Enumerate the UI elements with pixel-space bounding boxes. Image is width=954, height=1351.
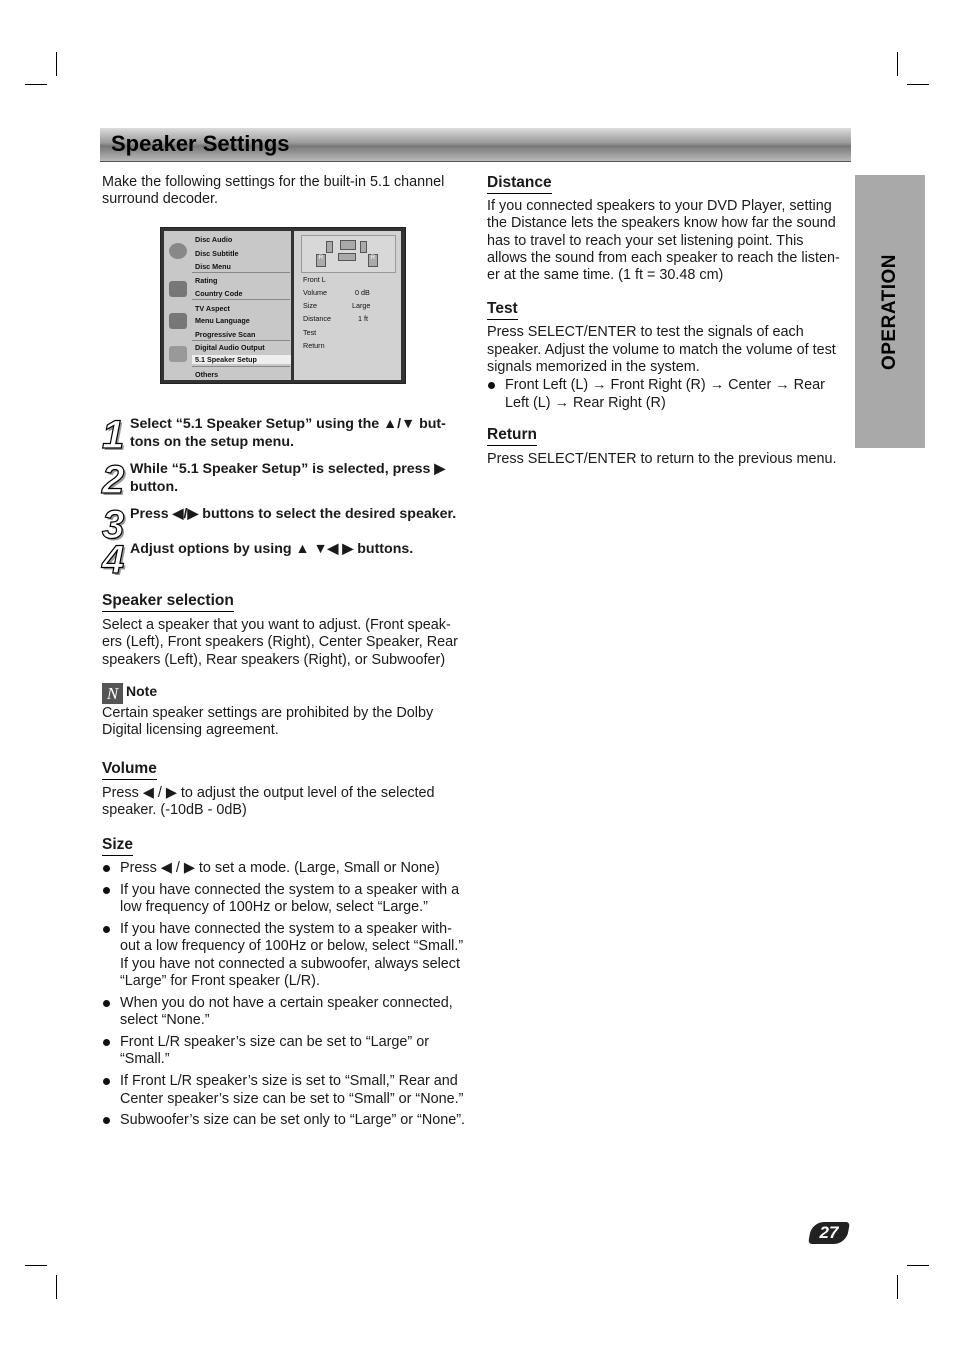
subwoofer-icon bbox=[338, 253, 356, 261]
list-item: Front L/R speaker’s size can be set to “Large” or “Small.” bbox=[102, 1034, 467, 1069]
page-title: Speaker Settings bbox=[111, 131, 290, 156]
crop-mark bbox=[897, 52, 898, 76]
menu-item: Others bbox=[195, 370, 219, 379]
step-text: Adjust options by using ▲ ▼◀ ▶ buttons. bbox=[130, 541, 414, 557]
step-number: 4 bbox=[102, 538, 125, 582]
front-left-speaker-icon bbox=[326, 241, 333, 253]
lock-icon bbox=[169, 281, 187, 297]
list-item: If you have connected the system to a speaker with a low frequency of 100Hz or below, select “Large.” bbox=[102, 882, 467, 917]
side-tab bbox=[855, 175, 925, 448]
menu-distance-value: 1 ft bbox=[358, 314, 368, 323]
crop-mark bbox=[56, 52, 57, 76]
rear-left-speaker-icon: R bbox=[316, 254, 326, 267]
menu-volume-value: 0 dB bbox=[355, 288, 370, 297]
list-item: If Front L/R speaker’s size is set to “Small,” Rear and Center speaker’s size can be set to “Small” or “None.” bbox=[102, 1073, 467, 1108]
menu-size-value: Large bbox=[352, 301, 371, 310]
list-item: If you have connected the system to a speaker with-out a low frequency of 100Hz or below, select “Small.” If you have not connected a subwoofer, always select “Large” for Front speaker (L/R). bbox=[102, 921, 467, 990]
menu-left-pane bbox=[164, 231, 291, 380]
left-column bbox=[102, 174, 467, 209]
page-number: 27 bbox=[819, 1223, 839, 1242]
page-number-badge bbox=[808, 1222, 850, 1244]
step-text: Select “5.1 Speaker Setup” using the ▲/▼ but-tons on the setup menu. bbox=[130, 416, 446, 450]
step-text: While “5.1 Speaker Setup” is selected, press ▶ button. bbox=[130, 461, 446, 495]
step-number: 3 bbox=[102, 503, 125, 547]
setup-menu-screenshot bbox=[160, 227, 406, 384]
distance-heading: Distance bbox=[487, 174, 552, 194]
step-number: 2 bbox=[102, 458, 125, 502]
distance-text: If you connected speakers to your DVD Player, setting the Distance lets the speakers know how far the sound has to travel to reach your set listening point. This allows the sound from each speaker to reach the listen-er at the same time. (1 ft = 30.48 cm) bbox=[487, 198, 840, 284]
speaker-selection-text: Select a speaker that you want to adjust. (Front speak-ers (Left), Front speakers (Right), Center Speaker, Rear speakers (Left), Rear speakers (Right), or Subwoofer) bbox=[102, 617, 458, 668]
menu-distance-label: Distance bbox=[303, 314, 331, 323]
menu-item: Digital Audio Output bbox=[195, 343, 265, 352]
list-item: Press ◀ / ▶ to set a mode. (Large, Small or None) bbox=[102, 860, 467, 877]
volume-heading: Volume bbox=[102, 760, 157, 780]
crop-mark bbox=[897, 1275, 898, 1299]
menu-item-selected: 5.1 Speaker Setup bbox=[192, 355, 291, 364]
crop-mark bbox=[56, 1275, 57, 1299]
return-heading: Return bbox=[487, 426, 537, 446]
menu-return: Return bbox=[303, 341, 325, 350]
menu-item: TV Aspect bbox=[195, 304, 230, 313]
menu-speaker-name: Front L bbox=[303, 275, 326, 284]
menu-right-pane bbox=[294, 231, 401, 380]
menu-item: Disc Subtitle bbox=[195, 249, 239, 258]
side-tab-label: OPERATION bbox=[879, 253, 900, 370]
menu-item: Rating bbox=[195, 276, 218, 285]
crop-mark bbox=[25, 1265, 47, 1266]
note-text: Certain speaker settings are prohibited by the Dolby Digital licensing agreement. bbox=[102, 705, 434, 739]
speaker-diagram bbox=[301, 235, 396, 273]
title-bar bbox=[100, 128, 851, 162]
distance-section bbox=[487, 174, 847, 284]
menu-item: Disc Audio bbox=[195, 235, 233, 244]
menu-volume-label: Volume bbox=[303, 288, 327, 297]
test-section bbox=[487, 300, 847, 411]
speaker-selection-heading: Speaker selection bbox=[102, 592, 234, 612]
right-column bbox=[487, 174, 847, 468]
rear-right-speaker-icon: R bbox=[368, 254, 378, 267]
size-bullet-list bbox=[102, 860, 467, 1130]
return-section bbox=[487, 426, 847, 468]
list-item: Subwoofer’s size can be set only to “Large” or “None”. bbox=[102, 1112, 467, 1129]
disc-icon bbox=[169, 243, 187, 259]
size-section bbox=[102, 836, 467, 1134]
menu-divider bbox=[192, 340, 290, 341]
crop-mark bbox=[907, 1265, 929, 1266]
test-heading: Test bbox=[487, 300, 518, 320]
size-heading: Size bbox=[102, 836, 133, 856]
intro-text: Make the following settings for the built-in 5.1 channel surround decoder. bbox=[102, 174, 445, 208]
volume-text: Press ◀ / ▶ to adjust the output level of the selected speaker. (-10dB - 0dB) bbox=[102, 785, 435, 819]
step-number: 1 bbox=[102, 413, 125, 457]
test-bullet-list bbox=[487, 377, 847, 412]
menu-item: Disc Menu bbox=[195, 262, 231, 271]
menu-size-label: Size bbox=[303, 301, 317, 310]
menu-test: Test bbox=[303, 328, 317, 337]
menu-divider bbox=[192, 272, 290, 273]
menu-item: Progressive Scan bbox=[195, 330, 256, 339]
crop-mark bbox=[907, 84, 929, 85]
list-item: Front Left (L) → Front Right (R) → Center → Rear Left (L) → Rear Right (R) bbox=[487, 377, 847, 412]
volume-section bbox=[102, 760, 467, 820]
note-label: Note bbox=[126, 683, 158, 699]
speaker-icon bbox=[169, 346, 187, 362]
front-right-speaker-icon bbox=[360, 241, 367, 253]
center-speaker-icon bbox=[340, 240, 356, 250]
list-item: When you do not have a certain speaker connected, select “None.” bbox=[102, 995, 467, 1030]
crop-mark bbox=[25, 84, 47, 85]
return-text: Press SELECT/ENTER to return to the previous menu. bbox=[487, 450, 837, 467]
menu-item: Menu Language bbox=[195, 316, 250, 325]
test-text: Press SELECT/ENTER to test the signals of each speaker. Adjust the volume to match the volume of test signals memorized in the system. bbox=[487, 324, 836, 376]
speaker-selection-section bbox=[102, 592, 467, 669]
note-section bbox=[102, 683, 467, 740]
note-icon: N bbox=[102, 683, 123, 704]
menu-item: Country Code bbox=[195, 289, 243, 298]
tv-icon bbox=[169, 313, 187, 329]
step-text: Press ◀/▶ buttons to select the desired speaker. bbox=[130, 506, 457, 522]
menu-divider bbox=[192, 299, 290, 300]
menu-divider bbox=[192, 366, 290, 367]
